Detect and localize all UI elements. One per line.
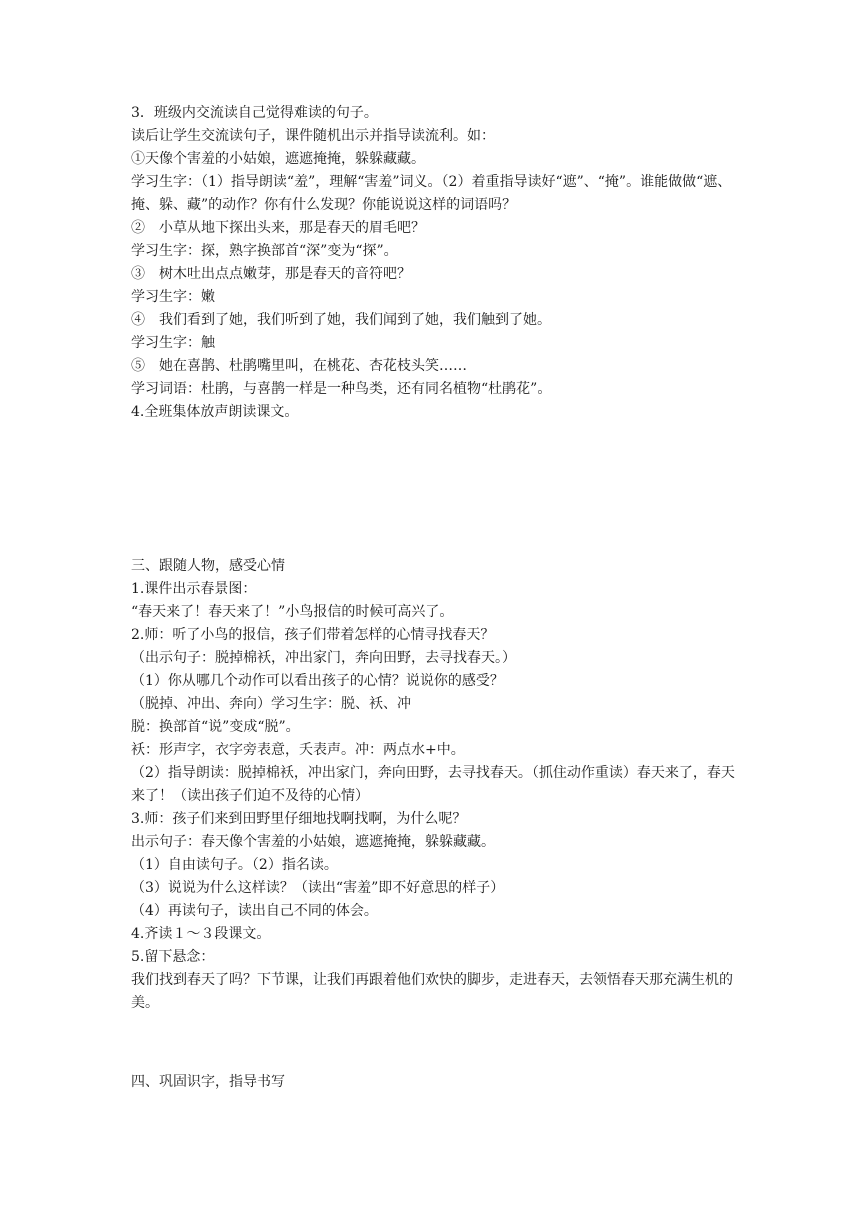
paragraph: 出示句子：春天像个害羞的小姑娘，遮遮掩掩，躲躲藏藏。 [131, 834, 495, 850]
section-consolidate-characters [131, 1071, 741, 1094]
section-heading: 三、跟随人物，感受心情 [131, 558, 285, 574]
step-heading: 3．班级内交流读自己觉得难读的句子。 [131, 105, 378, 121]
section-heading: 四、巩固识字，指导书写 [131, 1074, 285, 1090]
paragraph: 脱：换部首“说”变成“脱”。 [131, 719, 300, 735]
paragraph: 学习词语：杜鹃，与喜鹊一样是一种鸟类，还有同名植物“杜鹃花”。 [131, 381, 552, 397]
section-reading-sentences [131, 102, 741, 424]
paragraph: （4）再读句子，读出自己不同的体会。 [131, 903, 378, 919]
paragraph: 学习生字：嫩 [131, 289, 215, 305]
step-heading: 1.课件出示春景图： [131, 581, 257, 597]
step-heading: 4.全班集体放声朗读课文。 [131, 404, 299, 420]
paragraph: （1）自由读句子。（2）指名读。 [131, 857, 338, 873]
paragraph: （1）你从哪几个动作可以看出孩子的心情？说说你的感受？ [131, 673, 504, 689]
example-sentence: ② 小草从地下探出头来，那是春天的眉毛吧？ [131, 220, 425, 236]
step-heading: 5.留下悬念： [131, 949, 215, 965]
paragraph: （2）指导朗读：脱掉棉袄，冲出家门，奔向田野，去寻找春天。（抓住动作重读）春天来了，春天来了！（读出孩子们迫不及待的心情） [131, 765, 735, 804]
step-heading: 2.师：听了小鸟的报信，孩子们带着怎样的心情寻找春天？ [131, 627, 495, 643]
paragraph: 学习生字：触 [131, 335, 215, 351]
step-heading: 4.齐读１～３段课文。 [131, 926, 271, 942]
paragraph: “春天来了！春天来了！”小鸟报信的时候可高兴了。 [131, 604, 454, 620]
step-heading: 3.师：孩子们来到田野里仔细地找啊找啊，为什么呢？ [131, 811, 467, 827]
example-sentence: ⑤ 她在喜鹊、杜鹃嘴里叫，在桃花、杏花枝头笑…… [131, 358, 467, 374]
paragraph: 袄：形声字，衣字旁表意，夭表声。冲：两点水+中。 [131, 742, 465, 758]
paragraph: 学习生字：（1）指导朗读“羞”，理解“害羞”词义。（2）着重指导读好“遮”、“掩”。谁能做做“遮、掩、躲、藏”的动作？你有什么发现？你能说说这样的词语吗？ [131, 174, 732, 213]
paragraph: 我们找到春天了吗？下节课，让我们再跟着他们欢快的脚步，走进春天，去领悟春天那充满生机的美。 [131, 972, 733, 1011]
example-sentence: ①天像个害羞的小姑娘，遮遮掩掩，躲躲藏藏。 [131, 151, 425, 167]
paragraph: （3）说说为什么这样读？（读出“害羞”即不好意思的样子） [131, 880, 505, 896]
paragraph: （出示句子：脱掉棉袄，冲出家门，奔向田野，去寻找春天。） [131, 650, 516, 666]
paragraph: （脱掉、冲出、奔向）学习生字：脱、袄、冲 [131, 696, 411, 712]
paragraph: 学习生字：探，熟字换部首“深”变为“探”。 [131, 243, 398, 259]
example-sentence: ③ 树木吐出点点嫩芽，那是春天的音符吧？ [131, 266, 411, 282]
section-follow-characters [131, 555, 741, 1015]
example-sentence: ④ 我们看到了她，我们听到了她，我们闻到了她，我们触到了她。 [131, 312, 551, 328]
paragraph: 读后让学生交流读句子，课件随机出示并指导读流利。如： [131, 128, 495, 144]
